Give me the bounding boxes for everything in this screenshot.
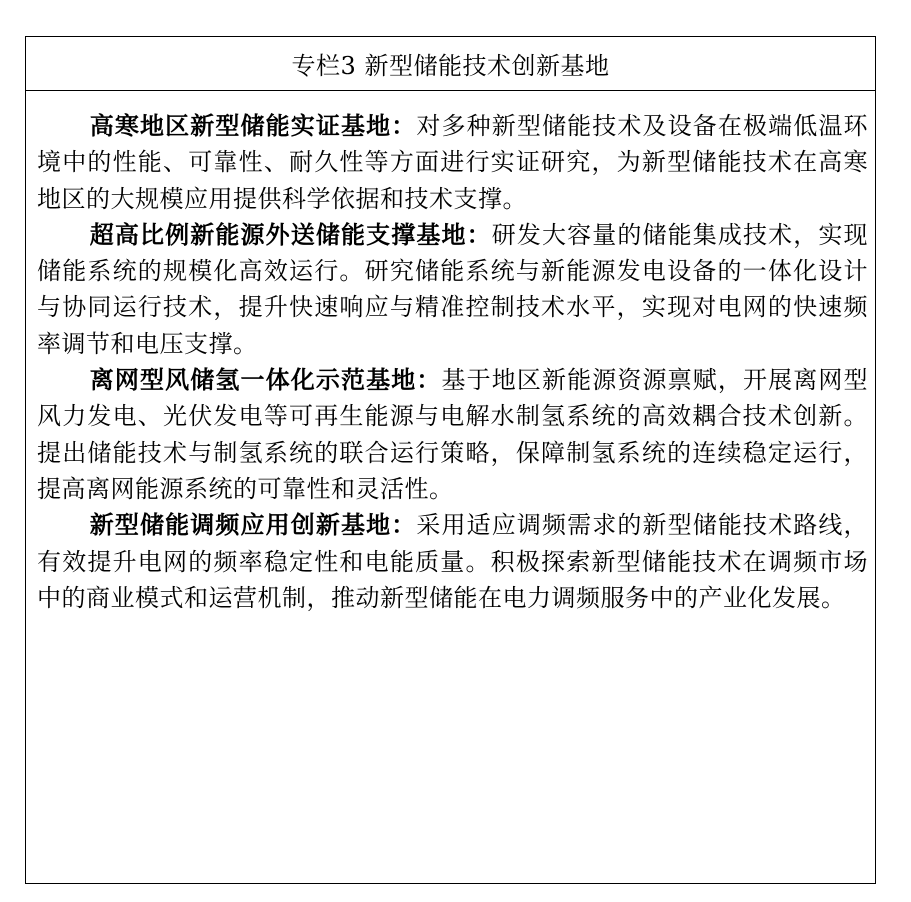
- column-box: [25, 36, 876, 884]
- paragraph-text: 研发大容量的储能集成技术，实现储能系统的规模化高效运行。研究储能系统与新能源发电设备的一体化设计与协同运行技术，提升快速响应与精准控制技术水平，实现对电网的快速频率调节和电压支撑。: [37, 220, 869, 358]
- paragraph-text: 基于地区新能源资源禀赋，开展离网型风力发电、光伏发电等可再生能源与电解水制氢系统的高效耦合技术创新。提出储能技术与制氢系统的联合运行策略，保障制氢系统的连续稳定运行，提高离网能源系统的可靠性和灵活性。: [37, 366, 869, 503]
- paragraph-heading: 新型储能调频应用创新基地：: [89, 510, 417, 540]
- paragraph-heading: 超高比例新能源外送储能支撑基地：: [89, 219, 492, 249]
- paragraph-offgrid-hydrogen-base: [37, 362, 868, 507]
- paragraph-renewable-export-base: [37, 217, 868, 362]
- paragraph-heading: 离网型风储氢一体化示范基地：: [89, 365, 442, 395]
- paragraph-text: 采用适应调频需求的新型储能技术路线，有效提升电网的频率稳定性和电能质量。积极探索新型储能技术在调频市场中的商业模式和运营机制，推动新型储能在电力调频服务中的产业化发展。: [37, 511, 869, 612]
- column-title: 专栏3 新型储能技术创新基地: [26, 37, 875, 91]
- paragraph-frequency-regulation-base: [37, 507, 868, 616]
- paragraph-text: 对多种新型储能技术及设备在极端低温环境中的性能、可靠性、耐久性等方面进行实证研究，为新型储能技术在高寒地区的大规模应用提供科学依据和技术支撑。: [37, 112, 869, 213]
- column-body: [26, 91, 875, 616]
- paragraph-heading: 高寒地区新型储能实证基地：: [89, 111, 417, 140]
- paragraph-cold-region-base: [37, 108, 868, 217]
